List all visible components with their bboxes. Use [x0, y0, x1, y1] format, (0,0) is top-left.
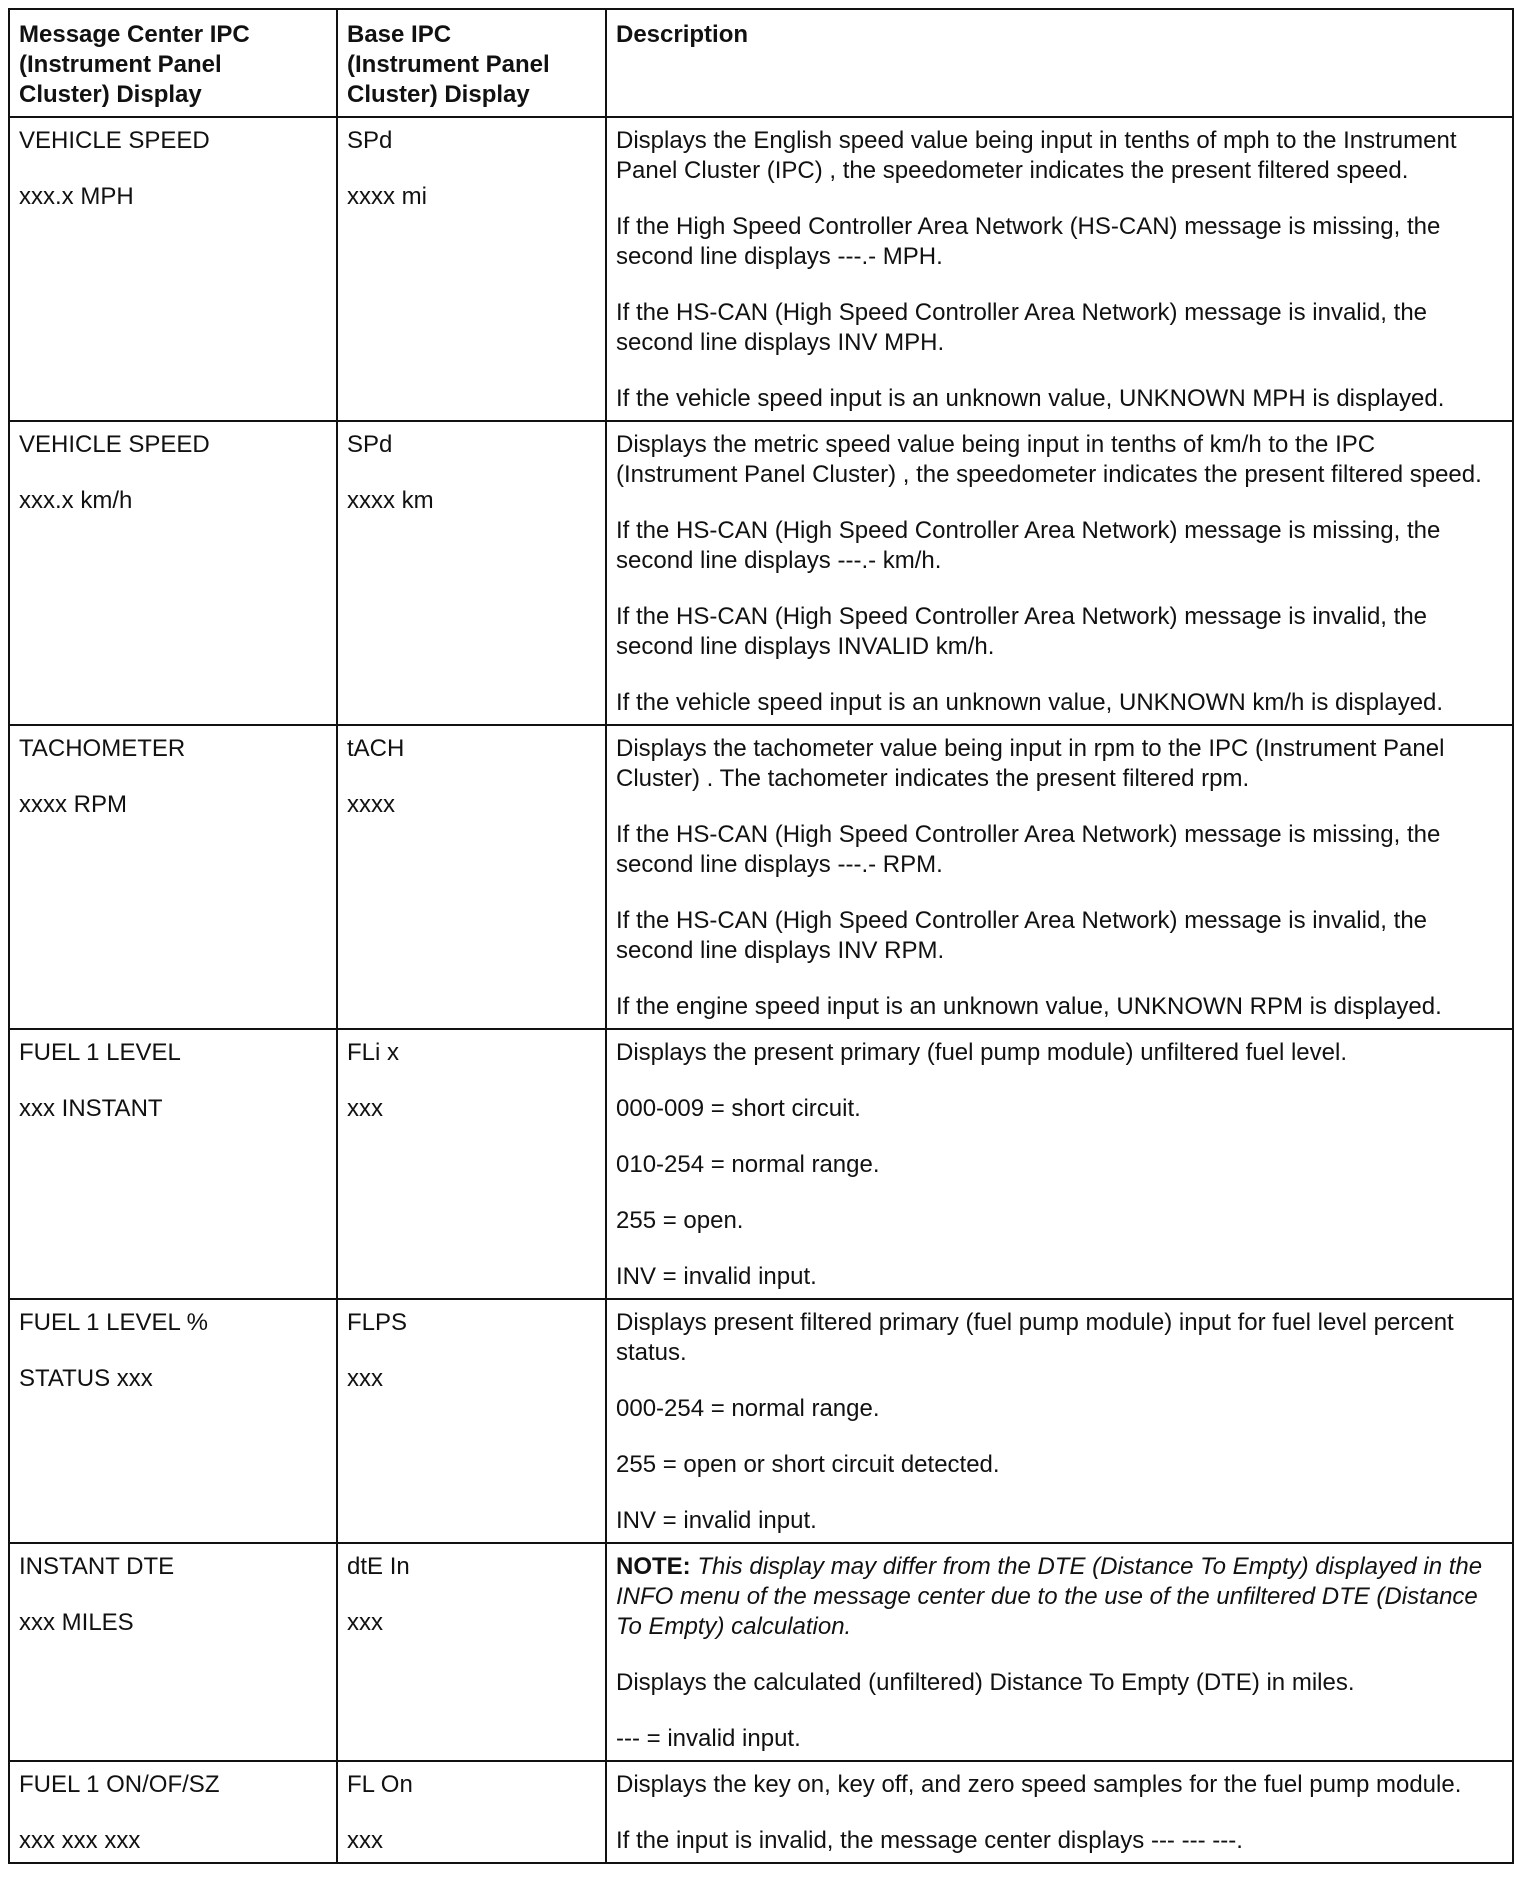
description-paragraph: 000-009 = short circuit. [616, 1095, 861, 1122]
message-center-label: INSTANT DTE [19, 1553, 175, 1580]
message-center-value: xxx.x km/h [19, 487, 133, 514]
description-cell [606, 421, 1513, 725]
description-paragraph: Displays the English speed value being input in tenths of mph to the Instrument Panel Cluster (IPC) , the speedometer indicates the present filtered speed. [616, 127, 1457, 184]
base-ipc-label: FLi x [347, 1039, 400, 1066]
message-center-cell [9, 117, 337, 421]
header-line: (Instrument Panel [347, 51, 550, 78]
message-center-value: xxx MILES [19, 1609, 134, 1636]
description-cell [606, 1761, 1513, 1863]
description-paragraph: 000-254 = normal range. [616, 1395, 880, 1422]
description-paragraph: If the High Speed Controller Area Network (HS-CAN) message is missing, the second line displays ---.- MPH. [616, 213, 1441, 270]
base-ipc-value: xxx [347, 1827, 383, 1854]
note-paragraph [616, 1552, 1503, 1642]
description-paragraph: 010-254 = normal range. [616, 1151, 880, 1178]
description-paragraph: INV = invalid input. [616, 1263, 817, 1290]
base-ipc-value: xxx [347, 1095, 383, 1122]
table-row [9, 421, 1513, 725]
description-paragraph: Displays the tachometer value being input in rpm to the IPC (Instrument Panel Cluster) . The tachometer indicates the present filtered rpm. [616, 735, 1445, 792]
table-row [9, 1029, 1513, 1299]
note-text: This display may differ from the DTE (Distance To Empty) displayed in the INFO menu of the message center due to the use of the unfiltered DTE (Distance To Empty) calculation. [616, 1553, 1483, 1640]
base-ipc-cell [337, 725, 606, 1029]
base-ipc-label: FL On [347, 1771, 413, 1798]
message-center-value: xxxx RPM [19, 791, 127, 818]
description-paragraph: If the HS-CAN (High Speed Controller Area Network) message is missing, the second line displays ---.- RPM. [616, 821, 1441, 878]
description-paragraph: If the vehicle speed input is an unknown value, UNKNOWN km/h is displayed. [616, 689, 1444, 716]
header-line: Cluster) Display [19, 81, 202, 108]
table-row [9, 725, 1513, 1029]
base-ipc-label: SPd [347, 431, 393, 458]
base-ipc-label: SPd [347, 127, 393, 154]
header-line: Description [616, 21, 749, 48]
base-ipc-value: xxxx km [347, 487, 434, 514]
description-paragraph: If the vehicle speed input is an unknown value, UNKNOWN MPH is displayed. [616, 385, 1445, 412]
description-paragraph: Displays the calculated (unfiltered) Distance To Empty (DTE) in miles. [616, 1669, 1355, 1696]
description-paragraph: Displays the present primary (fuel pump module) unfiltered fuel level. [616, 1039, 1348, 1066]
message-center-label: TACHOMETER [19, 735, 186, 762]
spec-table-sheet [8, 8, 1514, 1864]
message-center-cell [9, 725, 337, 1029]
base-ipc-value: xxxx mi [347, 183, 427, 210]
description-paragraph: Displays present filtered primary (fuel pump module) input for fuel level percent status. [616, 1309, 1454, 1366]
base-ipc-cell [337, 1543, 606, 1761]
header-line: Message Center IPC [19, 21, 250, 48]
message-center-label: VEHICLE SPEED [19, 127, 210, 154]
message-center-cell [9, 1543, 337, 1761]
description-cell [606, 1299, 1513, 1543]
description-cell [606, 1543, 1513, 1761]
description-paragraph: 255 = open or short circuit detected. [616, 1451, 1000, 1478]
base-ipc-label: FLPS [347, 1309, 408, 1336]
base-ipc-value: xxx [347, 1365, 383, 1392]
header-line: Cluster) Display [347, 81, 530, 108]
header-line: Base IPC [347, 21, 452, 48]
message-center-value: xxx INSTANT [19, 1095, 163, 1122]
description-paragraph: Displays the metric speed value being input in tenths of km/h to the IPC (Instrument Panel Cluster) , the speedometer indicates the present filtered speed. [616, 431, 1482, 488]
message-center-cell [9, 421, 337, 725]
header-base-ipc [337, 9, 606, 117]
table-row [9, 1543, 1513, 1761]
description-paragraph: If the HS-CAN (High Speed Controller Area Network) message is invalid, the second line displays INVALID km/h. [616, 603, 1428, 660]
header-line: (Instrument Panel [19, 51, 222, 78]
description-paragraph: If the engine speed input is an unknown value, UNKNOWN RPM is displayed. [616, 993, 1442, 1020]
base-ipc-value: xxxx [347, 791, 395, 818]
table-row [9, 1761, 1513, 1863]
description-cell [606, 117, 1513, 421]
ipc-display-table [8, 8, 1514, 1864]
base-ipc-cell [337, 1299, 606, 1543]
description-paragraph: INV = invalid input. [616, 1507, 817, 1534]
base-ipc-cell [337, 421, 606, 725]
description-paragraph: --- = invalid input. [616, 1725, 801, 1752]
note-label: NOTE: [616, 1553, 691, 1580]
message-center-value: xxx.x MPH [19, 183, 134, 210]
message-center-label: FUEL 1 LEVEL % [19, 1309, 208, 1336]
message-center-cell [9, 1299, 337, 1543]
base-ipc-label: dtE In [347, 1553, 410, 1580]
table-row [9, 117, 1513, 421]
base-ipc-cell [337, 1761, 606, 1863]
description-cell [606, 725, 1513, 1029]
description-paragraph: If the input is invalid, the message center displays --- --- ---. [616, 1827, 1243, 1854]
message-center-label: VEHICLE SPEED [19, 431, 210, 458]
message-center-value: xxx xxx xxx [19, 1827, 141, 1854]
description-paragraph: If the HS-CAN (High Speed Controller Area Network) message is missing, the second line displays ---.- km/h. [616, 517, 1441, 574]
table-header-row [9, 9, 1513, 117]
header-message-center [9, 9, 337, 117]
message-center-cell [9, 1029, 337, 1299]
base-ipc-label: tACH [347, 735, 405, 762]
table-row [9, 1299, 1513, 1543]
description-cell [606, 1029, 1513, 1299]
header-description [606, 9, 1513, 117]
description-paragraph: If the HS-CAN (High Speed Controller Area Network) message is invalid, the second line displays INV MPH. [616, 299, 1428, 356]
description-paragraph: 255 = open. [616, 1207, 744, 1234]
message-center-value: STATUS xxx [19, 1365, 153, 1392]
message-center-label: FUEL 1 LEVEL [19, 1039, 181, 1066]
description-paragraph: If the HS-CAN (High Speed Controller Area Network) message is invalid, the second line displays INV RPM. [616, 907, 1428, 964]
description-paragraph: Displays the key on, key off, and zero speed samples for the fuel pump module. [616, 1771, 1462, 1798]
base-ipc-cell [337, 117, 606, 421]
base-ipc-value: xxx [347, 1609, 383, 1636]
message-center-label: FUEL 1 ON/OF/SZ [19, 1771, 220, 1798]
message-center-cell [9, 1761, 337, 1863]
base-ipc-cell [337, 1029, 606, 1299]
